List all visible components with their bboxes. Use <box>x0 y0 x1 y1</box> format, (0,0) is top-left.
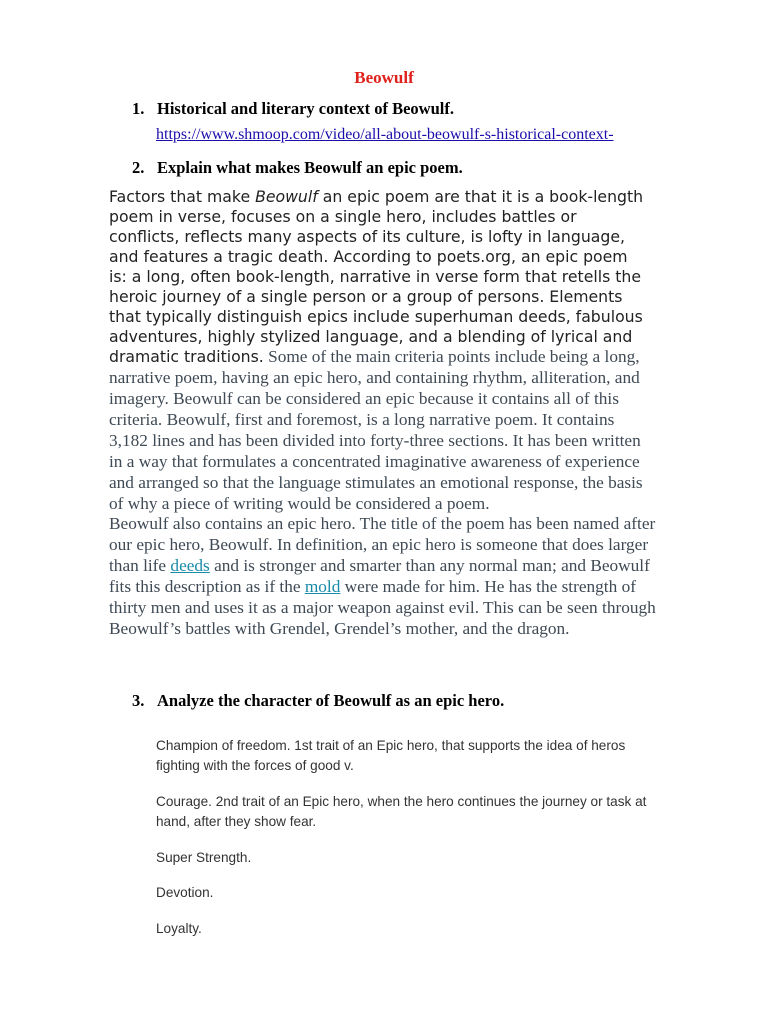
answer-line: Beowulf’s battles with Grendel, Grendel’s mother, and the dragon. <box>109 619 570 638</box>
answer-line: thirty men and uses it as a major weapon against evil. This can be seen through <box>109 598 656 617</box>
question-1-text: Historical and literary context of Beowulf. <box>157 99 454 118</box>
answer-line: conflicts, reflects many aspects of its culture, is lofty in language, <box>109 227 625 246</box>
answer-line: Beowulf also contains an epic hero. The title of the poem has been named after <box>109 514 656 533</box>
answer-line: that typically distinguish epics include superhuman deeds, fabulous <box>109 307 643 326</box>
answer-line: heroic journey of a single person or a group of persons. Elements <box>109 287 623 306</box>
trait-line: hand, after they show fear. <box>156 814 317 829</box>
answer-line: poem in verse, focuses on a single hero, includes battles or <box>109 207 577 226</box>
answer-line: of why a piece of writing would be considered a poem. <box>109 494 490 513</box>
question-3-number: 3. <box>132 691 145 710</box>
answer-line: adventures, highly stylized language, and a blending of lyrical and <box>109 327 633 346</box>
document-title: Beowulf <box>354 68 414 87</box>
context-video-link[interactable]: https://www.shmoop.com/video/all-about-beowulf-s-historical-context- <box>156 126 614 143</box>
trait-line: Courage. 2nd trait of an Epic hero, when the hero continues the journey or task at <box>156 794 647 809</box>
answer-line: fits this description as if the mold were made for him. He has the strength of <box>109 577 636 596</box>
answer-line: and arranged so that the language stimulates an emotional response, the basis <box>109 473 643 492</box>
answer-line: imagery. Beowulf can be considered an epic because it contains all of this <box>109 389 619 408</box>
trait-line: Super Strength. <box>156 850 252 865</box>
trait-line: Champion of freedom. 1st trait of an Epic hero, that supports the idea of heros <box>156 738 626 753</box>
answer-line: than life deeds and is stronger and smarter than any normal man; and Beowulf <box>109 556 650 575</box>
beowulf-title-italic: Beowulf <box>255 187 318 206</box>
trait-line: Loyalty. <box>156 921 202 936</box>
question-3-text: Analyze the character of Beowulf as an epic hero. <box>157 691 505 710</box>
answer-line: 3,182 lines and has been divided into forty-three sections. It has been written <box>109 431 641 450</box>
trait-line: Devotion. <box>156 885 214 900</box>
question-2-number: 2. <box>132 158 145 177</box>
deeds-link[interactable]: deeds <box>170 556 210 575</box>
answer-line: dramatic traditions. Some of the main criteria points include being a long, <box>109 347 640 366</box>
answer-line: our epic hero, Beowulf. In definition, an epic hero is someone that does larger <box>109 535 649 554</box>
answer-line: is: a long, often book-length, narrative in verse form that retells the <box>109 267 641 286</box>
trait-line: fighting with the forces of good v. <box>156 758 354 773</box>
answer-line: Factors that make Beowulf an epic poem are that it is a book-length <box>109 187 644 206</box>
answer-line: criteria. Beowulf, first and foremost, is a long narrative poem. It contains <box>109 410 615 429</box>
answer-line: narrative poem, having an epic hero, and containing rhythm, alliteration, and <box>109 368 640 387</box>
answer-line: and features a tragic death. According to poets.org, an epic poem <box>109 247 628 266</box>
answer-line: in a way that formulates a concentrated imaginative awareness of experience <box>109 452 640 471</box>
mold-link[interactable]: mold <box>304 577 341 596</box>
question-1-number: 1. <box>132 99 145 118</box>
question-2-text: Explain what makes Beowulf an epic poem. <box>157 158 463 177</box>
